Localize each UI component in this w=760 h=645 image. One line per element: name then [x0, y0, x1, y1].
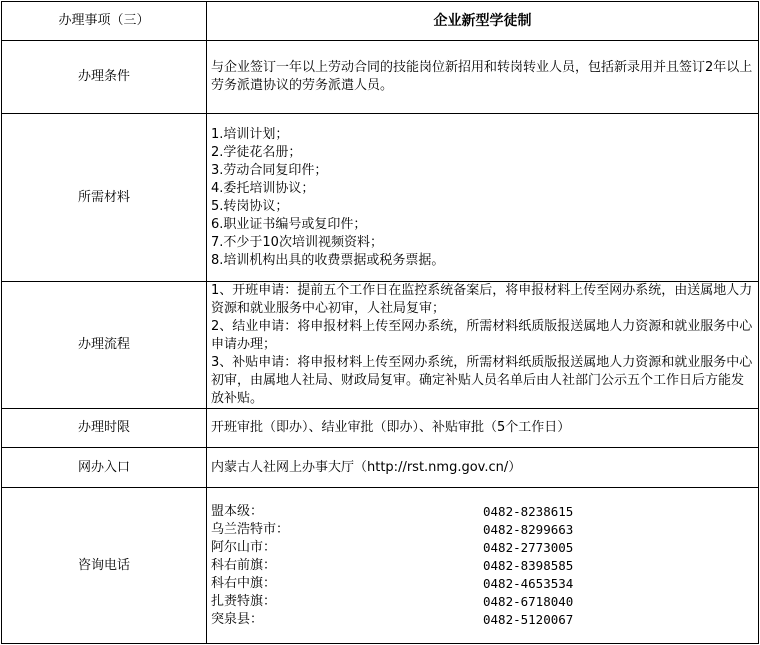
time-limit-row	[2, 409, 759, 448]
conditions-description: 与企业签订一年以上劳动合同的技能岗位新招用和转岗转业人员，包括新录用并且签订2年以上劳务派遣协议的劳务派遣人员。	[211, 60, 753, 93]
phone-number: 0482-4653534	[483, 575, 574, 591]
online-entry-link[interactable]: 内蒙古人社网上办事大厅（http://rst.nmg.gov.cn/）	[207, 448, 759, 488]
phone-region: 乌兰浩特市：	[211, 521, 290, 537]
process-step: 3、补贴申请：将申报材料上传至网办系统，所需材料纸质版报送属地人力资源和就业服务中心初审，由属地人社局、财政局复审。确定补贴人员名单后由人社部门公示五个工作日后方能发放补贴。	[211, 355, 753, 406]
phones-label: 咨询电话	[2, 488, 207, 644]
material-item: 4.委托培训协议；	[211, 180, 315, 196]
online-label: 网办入口	[2, 448, 207, 488]
material-item: 7.不少于10次培训视频资料；	[211, 234, 383, 250]
materials-list	[207, 114, 759, 282]
phone-region: 扎赉特旗：	[211, 593, 277, 609]
phone-entry	[211, 521, 754, 539]
materials-row	[2, 114, 759, 282]
phone-number: 0482-2773005	[483, 539, 574, 555]
phone-entry	[211, 611, 754, 629]
process-row	[2, 282, 759, 409]
material-item: 1.培训计划；	[211, 126, 289, 142]
phone-number: 0482-8398585	[483, 557, 574, 573]
online-row	[2, 448, 759, 488]
phone-region: 盟本级：	[211, 503, 264, 519]
service-info-table	[1, 1, 759, 644]
process-step: 2、结业申请：将申报材料上传至网办系统，所需材料纸质版报送属地人力资源和就业服务中心申请办理；	[211, 319, 753, 352]
phone-number: 0482-6718040	[483, 593, 574, 609]
phone-entry	[211, 593, 754, 611]
header-title-cell: 企业新型学徒制	[207, 2, 759, 41]
phones-list	[207, 488, 759, 644]
time-limit-text: 开班审批（即办）、结业审批（即办）、补贴审批（5个工作日）	[207, 409, 759, 448]
phone-region: 突泉县：	[211, 611, 264, 627]
phone-entry	[211, 575, 754, 593]
header-item-cell: 办理事项（三）	[2, 2, 207, 41]
conditions-label: 办理条件	[2, 41, 207, 114]
phone-number: 0482-5120067	[483, 611, 574, 627]
material-item: 2.学徒花名册；	[211, 144, 302, 160]
phone-region: 科右中旗：	[211, 575, 277, 591]
phones-row	[2, 488, 759, 644]
phone-entry	[211, 557, 754, 575]
material-item: 5.转岗协议；	[211, 198, 289, 214]
conditions-text	[207, 41, 759, 114]
phone-region: 科右前旗：	[211, 557, 277, 573]
phone-number: 0482-8299663	[483, 521, 574, 537]
process-label: 办理流程	[2, 282, 207, 409]
material-item: 3.劳动合同复印件；	[211, 162, 328, 178]
time-limit-label: 办理时限	[2, 409, 207, 448]
phone-entry	[211, 539, 754, 557]
header-row	[2, 2, 759, 41]
phone-region: 阿尔山市：	[211, 539, 277, 555]
material-item: 8.培训机构出具的收费票据或税务票据。	[211, 252, 445, 268]
process-steps	[207, 282, 759, 409]
phone-number: 0482-8238615	[483, 503, 574, 519]
material-item: 6.职业证书编号或复印件；	[211, 216, 367, 232]
conditions-row	[2, 41, 759, 114]
process-step: 1、开班申请：提前五个工作日在监控系统备案后，将申报材料上传至网办系统，由送属地人力资源和就业服务中心初审，人社局复审；	[211, 283, 753, 316]
phone-entry	[211, 503, 754, 521]
materials-label: 所需材料	[2, 114, 207, 282]
